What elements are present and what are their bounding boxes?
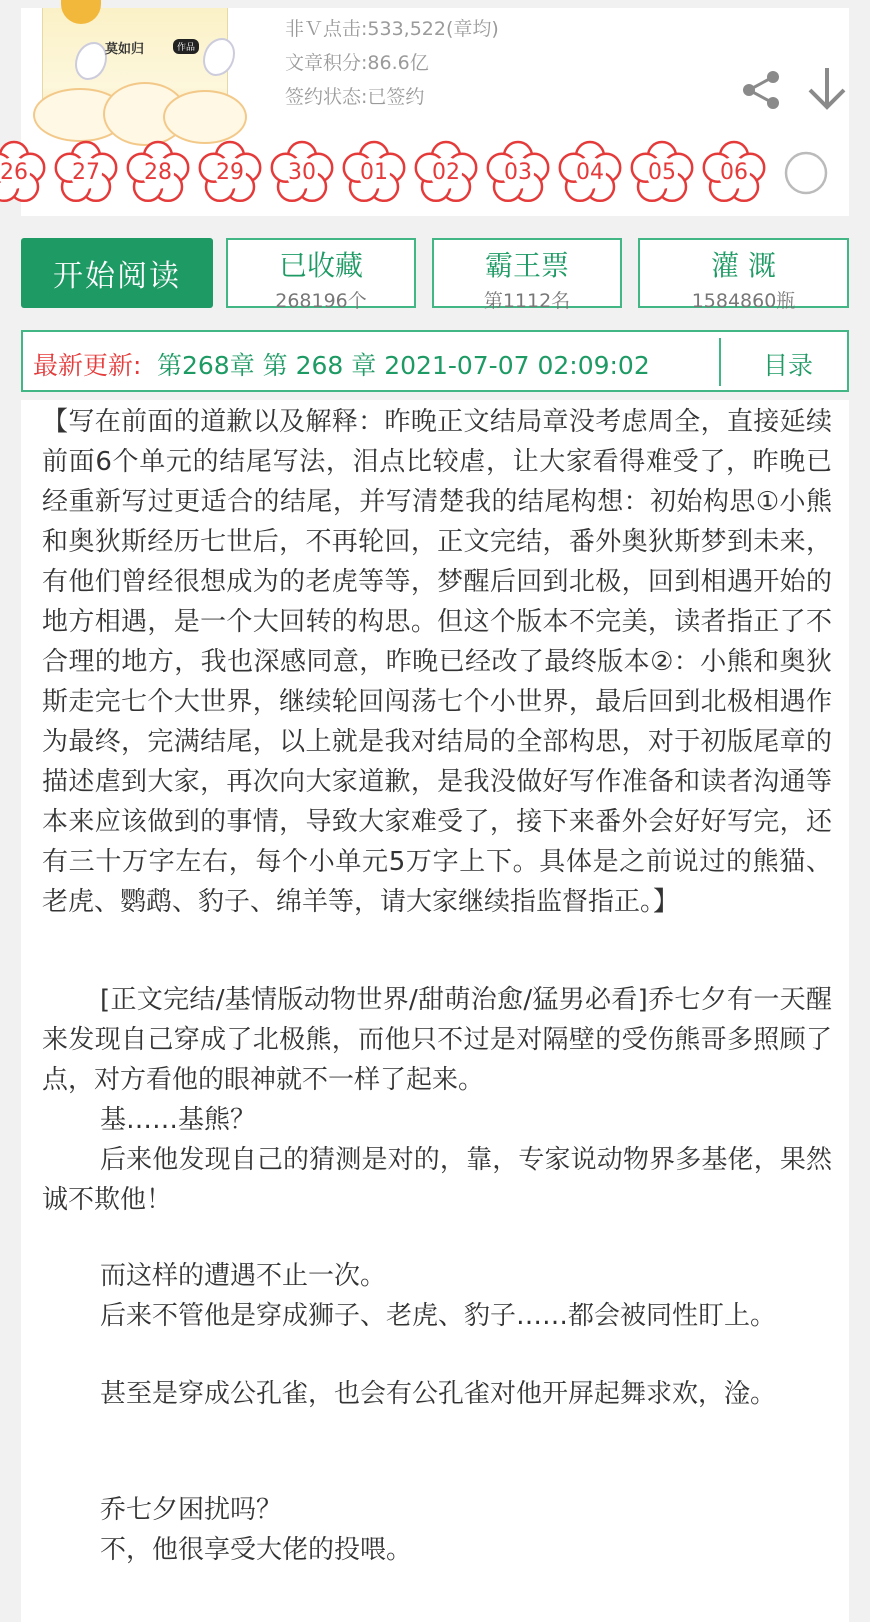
- article-score: 文章积分:86.6亿: [285, 52, 429, 74]
- synopsis-paragraph: 后来不管他是穿成狮子、老虎、豹子……都会被同性盯上。: [100, 1301, 777, 1331]
- synopsis-paragraph: 而这样的遭遇不止一次。: [100, 1261, 387, 1291]
- latest-update-bar: [21, 330, 849, 392]
- day-flower-badge[interactable]: [485, 140, 551, 206]
- synopsis-paragraph: [正文完结/基情版动物世界/甜萌治愈/猛男必看]乔七夕有一天醒来发现自己穿成了北极熊，而他只不过是对隔壁的受伤熊哥多照顾了点，对方看他的眼神就不一样了起来。: [42, 985, 832, 1095]
- cover-author-name: 莫如归: [105, 42, 145, 57]
- sign-status: 签约状态:已签约: [285, 86, 425, 108]
- day-number: 28: [144, 160, 172, 185]
- day-number: 01: [360, 160, 388, 185]
- day-number: 27: [72, 160, 100, 185]
- day-flower-badge[interactable]: [125, 140, 191, 206]
- day-flower-badge[interactable]: [341, 140, 407, 206]
- share-icon[interactable]: [739, 68, 783, 112]
- day-flower-badge[interactable]: [557, 140, 623, 206]
- download-arrow-icon[interactable]: [805, 64, 849, 112]
- collect-count: 268196个: [275, 290, 367, 312]
- day-flower-badge[interactable]: [413, 140, 479, 206]
- start-reading-button[interactable]: 开始阅读: [21, 238, 213, 308]
- day-flower-badge[interactable]: [701, 140, 767, 206]
- author-apology-note: 【写在前面的道歉以及解释：昨晚正文结局章没考虑周全，直接延续前面6个单元的结尾写法，泪点比较虐，让大家看得难受了，昨晚已经重新写过更适合的结尾，并写清楚我的结尾构想：初始构思①小熊和奥狄斯经历七世后，不再轮回，正文完结，番外奥狄斯梦到未来，有他们曾经很想成为的老虎等等，梦醒后回到北极，回到相遇开始的地方相遇，是一个大回转的构思。但这个版本不完美，读者指正了不合理的地方，我也深感同意，昨晚已经改了最终版本②：小熊和奥狄斯走完七个大世界，继续轮回闯荡七个小世界，最后回到北极相遇作为最终，完满结尾，以上就是我对结局的全部构思，对于初版尾章的描述虐到大家，再次向大家道歉，是我没做好写作准备和读者沟通等本来应该做到的事情，导致大家难受了，接下来番外会好好写完，还有三十万字左右，每个小单元5万字上下。具体是之前说过的熊猫、老虎、鹦鹉、豹子、绵羊等，请大家继续指监督指正。】: [42, 407, 832, 917]
- overlord-ticket-title: 霸王票: [484, 249, 569, 282]
- synopsis-paragraph: 不，他很享受大佬的投喂。: [100, 1535, 413, 1565]
- synopsis-paragraph: 乔七夕困扰吗？: [100, 1495, 283, 1525]
- day-number: 03: [504, 160, 532, 185]
- divider: [719, 338, 721, 386]
- book-description: [21, 400, 849, 1622]
- irrigate-button[interactable]: [638, 238, 849, 312]
- day-number: 29: [216, 160, 244, 185]
- latest-update-label: 最新更新:: [33, 351, 142, 380]
- overlord-ticket-rank: 第1112名: [483, 290, 571, 312]
- day-flower-badge[interactable]: [0, 140, 47, 206]
- day-flower-badge[interactable]: [197, 140, 263, 206]
- day-flower-badge[interactable]: [53, 140, 119, 206]
- day-number: 30: [288, 160, 316, 185]
- day-number: 04: [576, 160, 604, 185]
- collect-button[interactable]: [226, 238, 416, 312]
- latest-chapter-link[interactable]: 第268章 第 268 章 2021-07-07 02:09:02: [157, 351, 650, 380]
- cover-author-badge: 作品: [173, 39, 199, 54]
- synopsis-paragraph: 后来他发现自己的猜测是对的，靠，专家说动物界多基佬，果然诚不欺他！: [42, 1145, 832, 1215]
- cover-sun-decoration: [61, 0, 101, 24]
- day-number: 26: [0, 160, 28, 185]
- irrigate-title: 灌 溉: [711, 249, 776, 282]
- synopsis-paragraph: 基……基熊？: [100, 1105, 257, 1135]
- irrigate-count: 1584860瓶: [691, 290, 796, 312]
- day-number: 06: [720, 160, 748, 185]
- day-flower-badge[interactable]: [629, 140, 695, 206]
- day-flower-badge-partial: [773, 140, 839, 206]
- flower-icon: [773, 140, 839, 206]
- book-cover-image[interactable]: [42, 8, 228, 122]
- collect-button-title: 已收藏: [278, 249, 363, 282]
- table-of-contents-link[interactable]: 目录: [763, 351, 814, 380]
- cover-cloud-decoration: [163, 90, 247, 144]
- daily-flower-strip: [0, 138, 849, 208]
- day-flower-badge[interactable]: [269, 140, 335, 206]
- overlord-ticket-button[interactable]: [432, 238, 622, 312]
- day-number: 02: [432, 160, 460, 185]
- non-vip-clicks: 非Ｖ点击:533,522(章均): [285, 18, 499, 40]
- day-number: 05: [648, 160, 676, 185]
- cover-wing-left-decoration: [75, 42, 107, 80]
- cover-wing-right-decoration: [203, 38, 235, 76]
- synopsis-paragraph: 甚至是穿成公孔雀，也会有公孔雀对他开屏起舞求欢，淦。: [100, 1379, 777, 1409]
